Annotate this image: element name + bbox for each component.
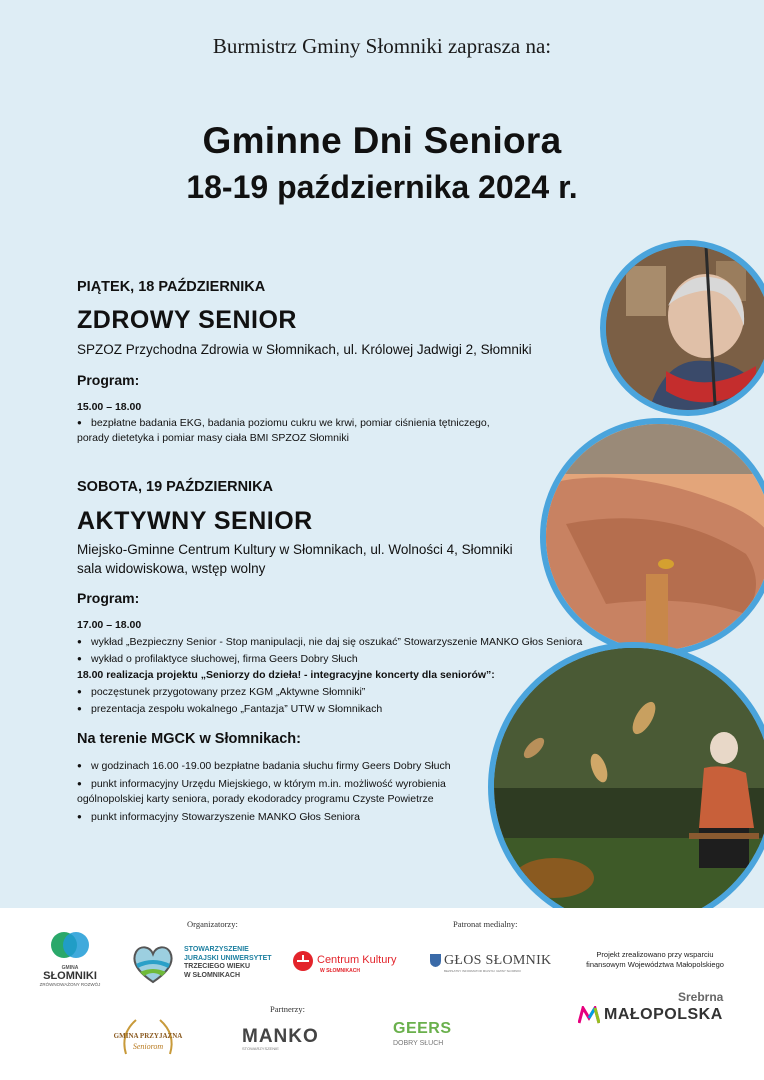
saturday-item: ● wykład o profilaktyce słuchowej, firma Geers Dobry Słuch	[77, 651, 597, 667]
mgck-list	[77, 758, 497, 825]
friday-item-line2: porady dietetyka i pomiar masy ciała BMI SPZOZ Słomniki	[77, 432, 349, 444]
geers-logo	[393, 1020, 473, 1056]
utw-line4: W SŁOMNIKACH	[184, 971, 240, 979]
saturday-venue-line1: Miejsko-Gminne Centrum Kultury w Słomnikach, ul. Wolności 4, Słomniki	[77, 542, 513, 557]
manko-name: MANKO	[242, 1026, 319, 1047]
utw-line1: STOWARZYSZENIE	[184, 946, 249, 953]
glos-name: GŁOS SŁOMNIK	[444, 953, 552, 968]
senior-swing-photo	[600, 240, 764, 416]
gp-line2: Seniorom	[132, 1042, 164, 1051]
glos-sub: BEZPŁATNY INFORMATOR MIASTA I GMINY SŁOMNIKI	[444, 969, 522, 973]
event-title: Gminne Dni Seniora	[202, 120, 562, 161]
gmina-slomniki-logo	[30, 930, 110, 992]
mgck-heading: Na terenie MGCK w Słomnikach:	[77, 731, 301, 747]
mgck-item: ● punkt informacyjny Stowarzyszenie MANKO Głos Seniora	[77, 809, 497, 825]
malopolska-logo	[578, 988, 738, 1028]
saturday-project-item: ● prezentacja zespołu wokalnego „Fantazja” UTW w Słomnikach	[77, 701, 597, 717]
invite-line: Burmistrz Gminy Słomniki zaprasza na:	[212, 34, 552, 58]
mgck-item: ● punkt informacyjny Urzędu Miejskiego, w którym m.in. możliwość wyrobienia	[77, 776, 497, 792]
patron-label: Patronat medialny:	[453, 919, 518, 929]
utw-logo	[130, 942, 280, 986]
glos-slomnik-logo	[430, 954, 555, 976]
friday-item	[77, 415, 557, 446]
saturday-project-item: ● poczęstunek przygotowany przez KGM „Aktywne Słomniki”	[77, 684, 597, 700]
manko-sub: STOWARZYSZENIE	[242, 1046, 279, 1051]
support-line1: Projekt zrealizowano przy wsparciu	[596, 950, 714, 959]
friday-day-label: PIĄTEK, 18 PAŹDZIERNIKA	[77, 279, 266, 295]
friday-venue: SPZOZ Przychodna Zdrowia w Słomnikach, ul. Królowej Jadwigi 2, Słomniki	[77, 342, 532, 357]
saturday-venue	[77, 540, 513, 578]
utw-line3: TRZECIEGO WIEKU	[184, 963, 251, 970]
malopolska-m-icon	[578, 1006, 600, 1024]
friday-program-label: Program:	[77, 372, 140, 388]
saturday-day-label: SOBOTA, 19 PAŹDZIERNIKA	[77, 479, 274, 495]
mgck-item: ● w godzinach 16.00 -19.00 bezpłatne badania słuchu firmy Geers Dobry Słuch	[77, 758, 497, 774]
saturday-program	[77, 618, 597, 717]
manko-logo	[242, 1026, 332, 1056]
geers-sub: DOBRY SŁUCH	[393, 1040, 444, 1047]
saturday-project-line: 18.00 realizacja projektu „Seniorzy do dzieła! - integracyjne koncerty dla seniorów”:	[77, 669, 495, 681]
partners-label: Partnerzy:	[270, 1004, 305, 1014]
ck-sub: W SŁOMNIKACH	[320, 968, 360, 974]
gmina-tagline: ZRÓWNOWAŻONY ROZWÓJ	[39, 982, 101, 987]
saturday-item: ● wykład „Bezpieczny Senior - Stop manipulacji, nie daj się oszukać” Stowarzyszenie MANKO Głos Seniora	[77, 634, 597, 650]
malopolska-top: Srebrna	[678, 990, 724, 1004]
gmina-small-label: GMINA	[61, 965, 79, 971]
gmina-emblem-icon	[48, 930, 92, 960]
centrum-kultury-icon	[292, 950, 314, 972]
utw-line2: JURAJSKI UNIWERSYTET	[184, 954, 272, 962]
utw-text	[184, 946, 272, 980]
friday-time: 15.00 – 18.00	[77, 401, 142, 413]
organizers-label: Organizatorzy:	[187, 919, 238, 929]
utw-heart-icon	[130, 942, 176, 984]
saturday-time: 17.00 – 18.00	[77, 619, 142, 631]
friday-heading: ZDROWY SENIOR	[77, 306, 297, 334]
gmina-przyjazna-logo	[108, 1014, 188, 1068]
friday-item-line1: ● bezpłatne badania EKG, badania poziomu cukru we krwi, pomiar ciśnienia tętniczego,	[77, 415, 557, 431]
glos-crest-icon	[430, 954, 441, 967]
malopolska-name: MAŁOPOLSKA	[604, 1006, 723, 1023]
mgck-item-cont: ogólnopolskiej karty seniora, porady ekodoradcy programu Czyste Powietrze	[77, 793, 434, 805]
wreath-icon	[116, 1014, 180, 1068]
saturday-heading: AKTYWNY SENIOR	[77, 507, 313, 535]
geers-name: GEERS	[393, 1020, 452, 1037]
ck-name: Centrum Kultury	[317, 954, 397, 966]
support-line2: finansowym Województwa Małopolskiego	[586, 960, 724, 969]
event-date: 18-19 października 2024 r.	[186, 169, 578, 205]
sponsors-footer	[0, 908, 764, 1080]
saturday-venue-line2: sala widowiskowa, wstęp wolny	[77, 561, 266, 576]
centrum-kultury-logo	[292, 950, 412, 980]
support-text	[570, 950, 740, 970]
gp-line1: GMINA PRZYJAZNA	[113, 1032, 183, 1040]
saturday-program-label: Program:	[77, 590, 140, 606]
gmina-name: SŁOMNIKI	[43, 970, 97, 982]
